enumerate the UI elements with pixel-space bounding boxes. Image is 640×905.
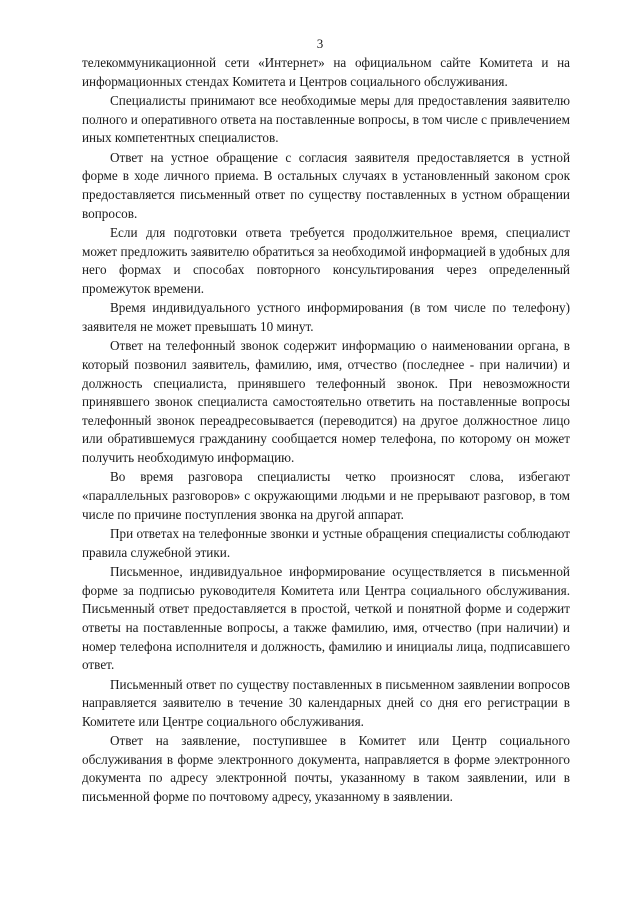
paragraph: Ответ на устное обращение с согласия заявителя предоставляется в устной форме в ходе личного приема. В остальных случаях в установленный законом срок предоставляется письменный ответ по существу поставленных в устном обращении вопросов. bbox=[82, 149, 570, 221]
paragraph: Письменный ответ по существу поставленных в письменном заявлении вопросов направляется заявителю в течение 30 календарных дней со дня его регистрации в Комитете или Центре социального обслуживания. bbox=[82, 676, 570, 729]
paragraph: Время индивидуального устного информирования (в том числе по телефону) заявителя не может превышать 10 минут. bbox=[82, 300, 570, 334]
paragraph: Если для подготовки ответа требуется продолжительное время, специалист может предложить заявителю обратиться за необходимой информацией в удобных для него формах и способах повторного консультирования через определенный промежуток времени. bbox=[82, 225, 570, 296]
paragraph-continuation: телекоммуникационной сети «Интернет» на официальном сайте Комитета и на информационных стендах Комитета и Центров социального обслуживания. bbox=[82, 55, 570, 89]
page-number: 3 bbox=[316, 36, 324, 51]
paragraph: При ответах на телефонные звонки и устные обращения специалисты соблюдают правила служебной этики. bbox=[82, 526, 570, 560]
paragraph: Во время разговора специалисты четко произносят слова, избегают «параллельных разговоров» с окружающими людьми и не прерывают разговор, в том числе по причине поступления звонка на другой аппарат. bbox=[82, 469, 570, 522]
paragraph: Ответ на телефонный звонок содержит информацию о наименовании органа, в который позвонил заявитель, фамилию, имя, отчество (последнее - при наличии) и должность специалиста, принявшего телефонный звонок. При невозможности принявшего звонок специалиста самостоятельно ответить на поставленные вопросы телефонный звонок переадресовывается (переводится) на другое должностное лицо или обратившемуся гражданину сообщается номер телефона, по которому он может получить необходимую информацию. bbox=[82, 338, 570, 465]
paragraph: Ответ на заявление, поступившее в Комитет или Центр социального обслуживания в форме электронного документа, направляется в форме электронного документа по адресу электронной почты, указанному в таком заявлении, или в письменной форме по почтовому адресу, указанному в заявлении. bbox=[82, 733, 570, 805]
paragraph: Специалисты принимают все необходимые меры для предоставления заявителю полного и оперативного ответа на поставленные вопросы, в том числе с привлечением иных компетентных специалистов. bbox=[82, 93, 570, 146]
paragraph: Письменное, индивидуальное информирование осуществляется в письменной форме за подписью руководителя Комитета или Центра социального обслуживания. Письменный ответ предоставляется в простой, четкой и понятной форме и содержит ответы на поставленные вопросы, а также фамилию, имя, отчество (при наличии) и номер телефона исполнителя и должность, фамилию и инициалы лица, подписавшего ответ. bbox=[82, 564, 570, 673]
document-body bbox=[82, 54, 570, 808]
